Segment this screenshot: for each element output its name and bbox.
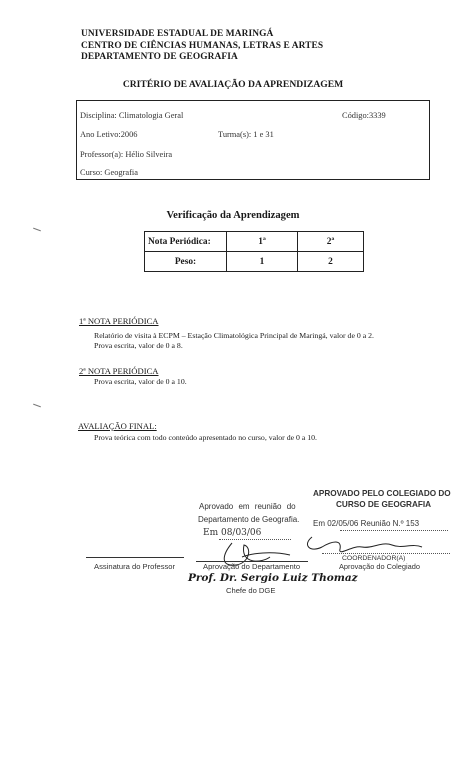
turma-field: Turma(s): 1 e 31 <box>218 130 274 139</box>
dept-approval-caption: Aprovação do Departamento <box>203 562 301 571</box>
nota-1-heading: 1ª NOTA PERIÓDICA <box>79 316 159 326</box>
peso-1-value: 1 <box>227 252 298 272</box>
colegiado-line1: APROVADO PELO COLEGIADO DO <box>313 489 451 498</box>
colegiado-signature <box>307 537 422 552</box>
professor-field: Professor(a): Hélio Silveira <box>80 150 173 159</box>
colegiado-caption: Aprovação do Colegiado <box>339 562 420 571</box>
weights-table <box>144 231 364 272</box>
nota-1-item-2: Prova escrita, valor de 0 a 8. <box>94 341 183 350</box>
nota-1-header: 1ª <box>227 232 298 252</box>
institution-header <box>81 29 323 64</box>
colegiado-date: Em 02/05/06 Reunião N.º 153 <box>313 519 420 528</box>
table-row <box>145 232 364 252</box>
professor-caption: Assinatura do Professor <box>94 562 176 571</box>
final-heading: AVALIAÇÃO FINAL: <box>78 421 157 431</box>
professor-signature-line <box>86 557 184 558</box>
document-title: CRITÉRIO DE AVALIAÇÃO DA APRENDIZAGEM <box>122 79 344 90</box>
chefe-name: Prof. Dr. Sergio Luiz Thomaz <box>188 572 358 584</box>
margin-mark <box>33 404 41 408</box>
verification-title: Verificação da Aprendizagem <box>166 210 300 221</box>
peso-2-value: 2 <box>298 252 364 272</box>
nota-2-header: 2ª <box>298 232 364 252</box>
disciplina-field: Disciplina: Climatologia Geral <box>80 111 184 120</box>
dept-approval-line1: Aprovado em reunião do <box>199 502 296 511</box>
dept-approval-date: Em 08/03/06 <box>203 528 262 538</box>
coordinator-signature-line <box>322 553 450 554</box>
university-name: UNIVERSIDADE ESTADUAL DE MARINGÁ <box>81 29 274 39</box>
colegiado-date-line <box>340 530 448 531</box>
peso-label: Peso: <box>145 252 227 272</box>
dept-signature-line <box>196 561 308 562</box>
center-name: CENTRO DE CIÊNCIAS HUMANAS, LETRAS E ARTES <box>81 40 324 51</box>
chefe-title: Chefe do DGE <box>226 586 276 595</box>
department-name: DEPARTAMENTO DE GEOGRAFIA <box>81 52 238 63</box>
final-item-1: Prova teórica com todo conteúdo apresentado no curso, valor de 0 a 10. <box>94 433 318 442</box>
table-row <box>145 252 364 272</box>
dept-approval-line2: Departamento de Geografia. <box>198 515 300 524</box>
nota-1-item-1: Relatório de visita à ECPM – Estação Climatológica Principal de Maringá, valor de 0 a 2. <box>94 331 374 340</box>
nota-2-item-1: Prova escrita, valor de 0 a 10. <box>94 377 187 386</box>
colegiado-line2: CURSO DE GEOGRAFIA <box>336 500 432 509</box>
nota-periodica-label: Nota Periódica: <box>145 232 227 252</box>
nota-2-heading: 2ª NOTA PERIÓDICA <box>79 366 159 376</box>
ano-letivo-field: Ano Letivo:2006 <box>80 130 138 139</box>
codigo-field: Código:3339 <box>342 111 386 120</box>
coordinator-caption: COORDENADOR(A) <box>342 555 406 562</box>
margin-mark <box>33 228 41 232</box>
curso-field: Curso: Geografia <box>80 168 138 177</box>
